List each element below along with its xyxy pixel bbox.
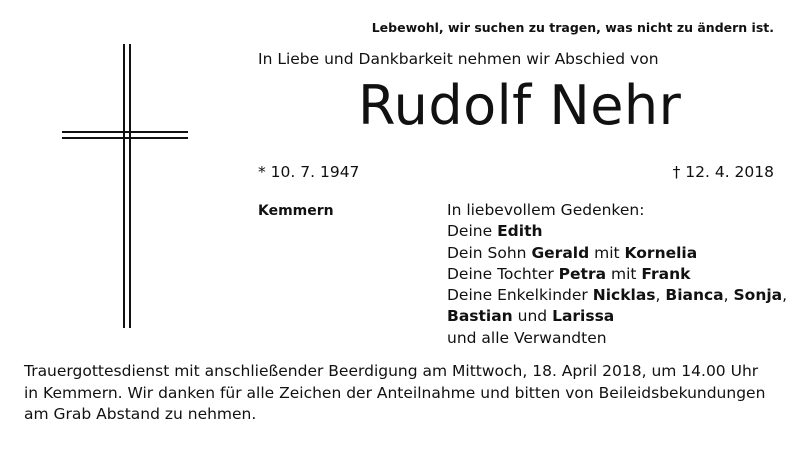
mourner-line: Deine Tochter Petra mit Frank xyxy=(447,264,691,283)
place: Kemmern xyxy=(258,203,334,219)
service-notice-line: in Kemmern. Wir danken für alle Zeichen der Anteilnahme und bitten von Beileidsbekundungen xyxy=(24,383,766,402)
intro-text: In Liebe und Dankbarkeit nehmen wir Abschied von xyxy=(258,50,659,68)
cross-icon xyxy=(62,44,188,328)
mourner-line: Bastian und Larissa xyxy=(447,307,615,326)
service-notice xyxy=(24,361,765,426)
birth-date: * 10. 7. 1947 xyxy=(258,163,360,181)
deceased-name: Rudolf Nehr xyxy=(358,74,682,137)
service-notice-line: am Grab Abstand zu nehmen. xyxy=(24,405,257,423)
death-date: † 12. 4. 2018 xyxy=(672,163,774,181)
service-notice-line: Trauergottesdienst mit anschließender Beerdigung am Mittwoch, 18. April 2018, um 14.00 Uhr xyxy=(24,362,759,380)
motto: Lebewohl, wir suchen zu tragen, was nicht zu ändern ist. xyxy=(371,20,774,35)
mourners-list xyxy=(447,200,787,349)
mourners-heading: In liebevollem Gedenken: xyxy=(447,201,645,219)
mourner-line: Deine Edith xyxy=(447,222,543,241)
mourner-line: Deine Enkelkinder Nicklas, Bianca, Sonja, xyxy=(447,286,788,305)
mourner-line: und alle Verwandten xyxy=(447,328,607,347)
mourner-line: Dein Sohn Gerald mit Kornelia xyxy=(447,243,698,262)
